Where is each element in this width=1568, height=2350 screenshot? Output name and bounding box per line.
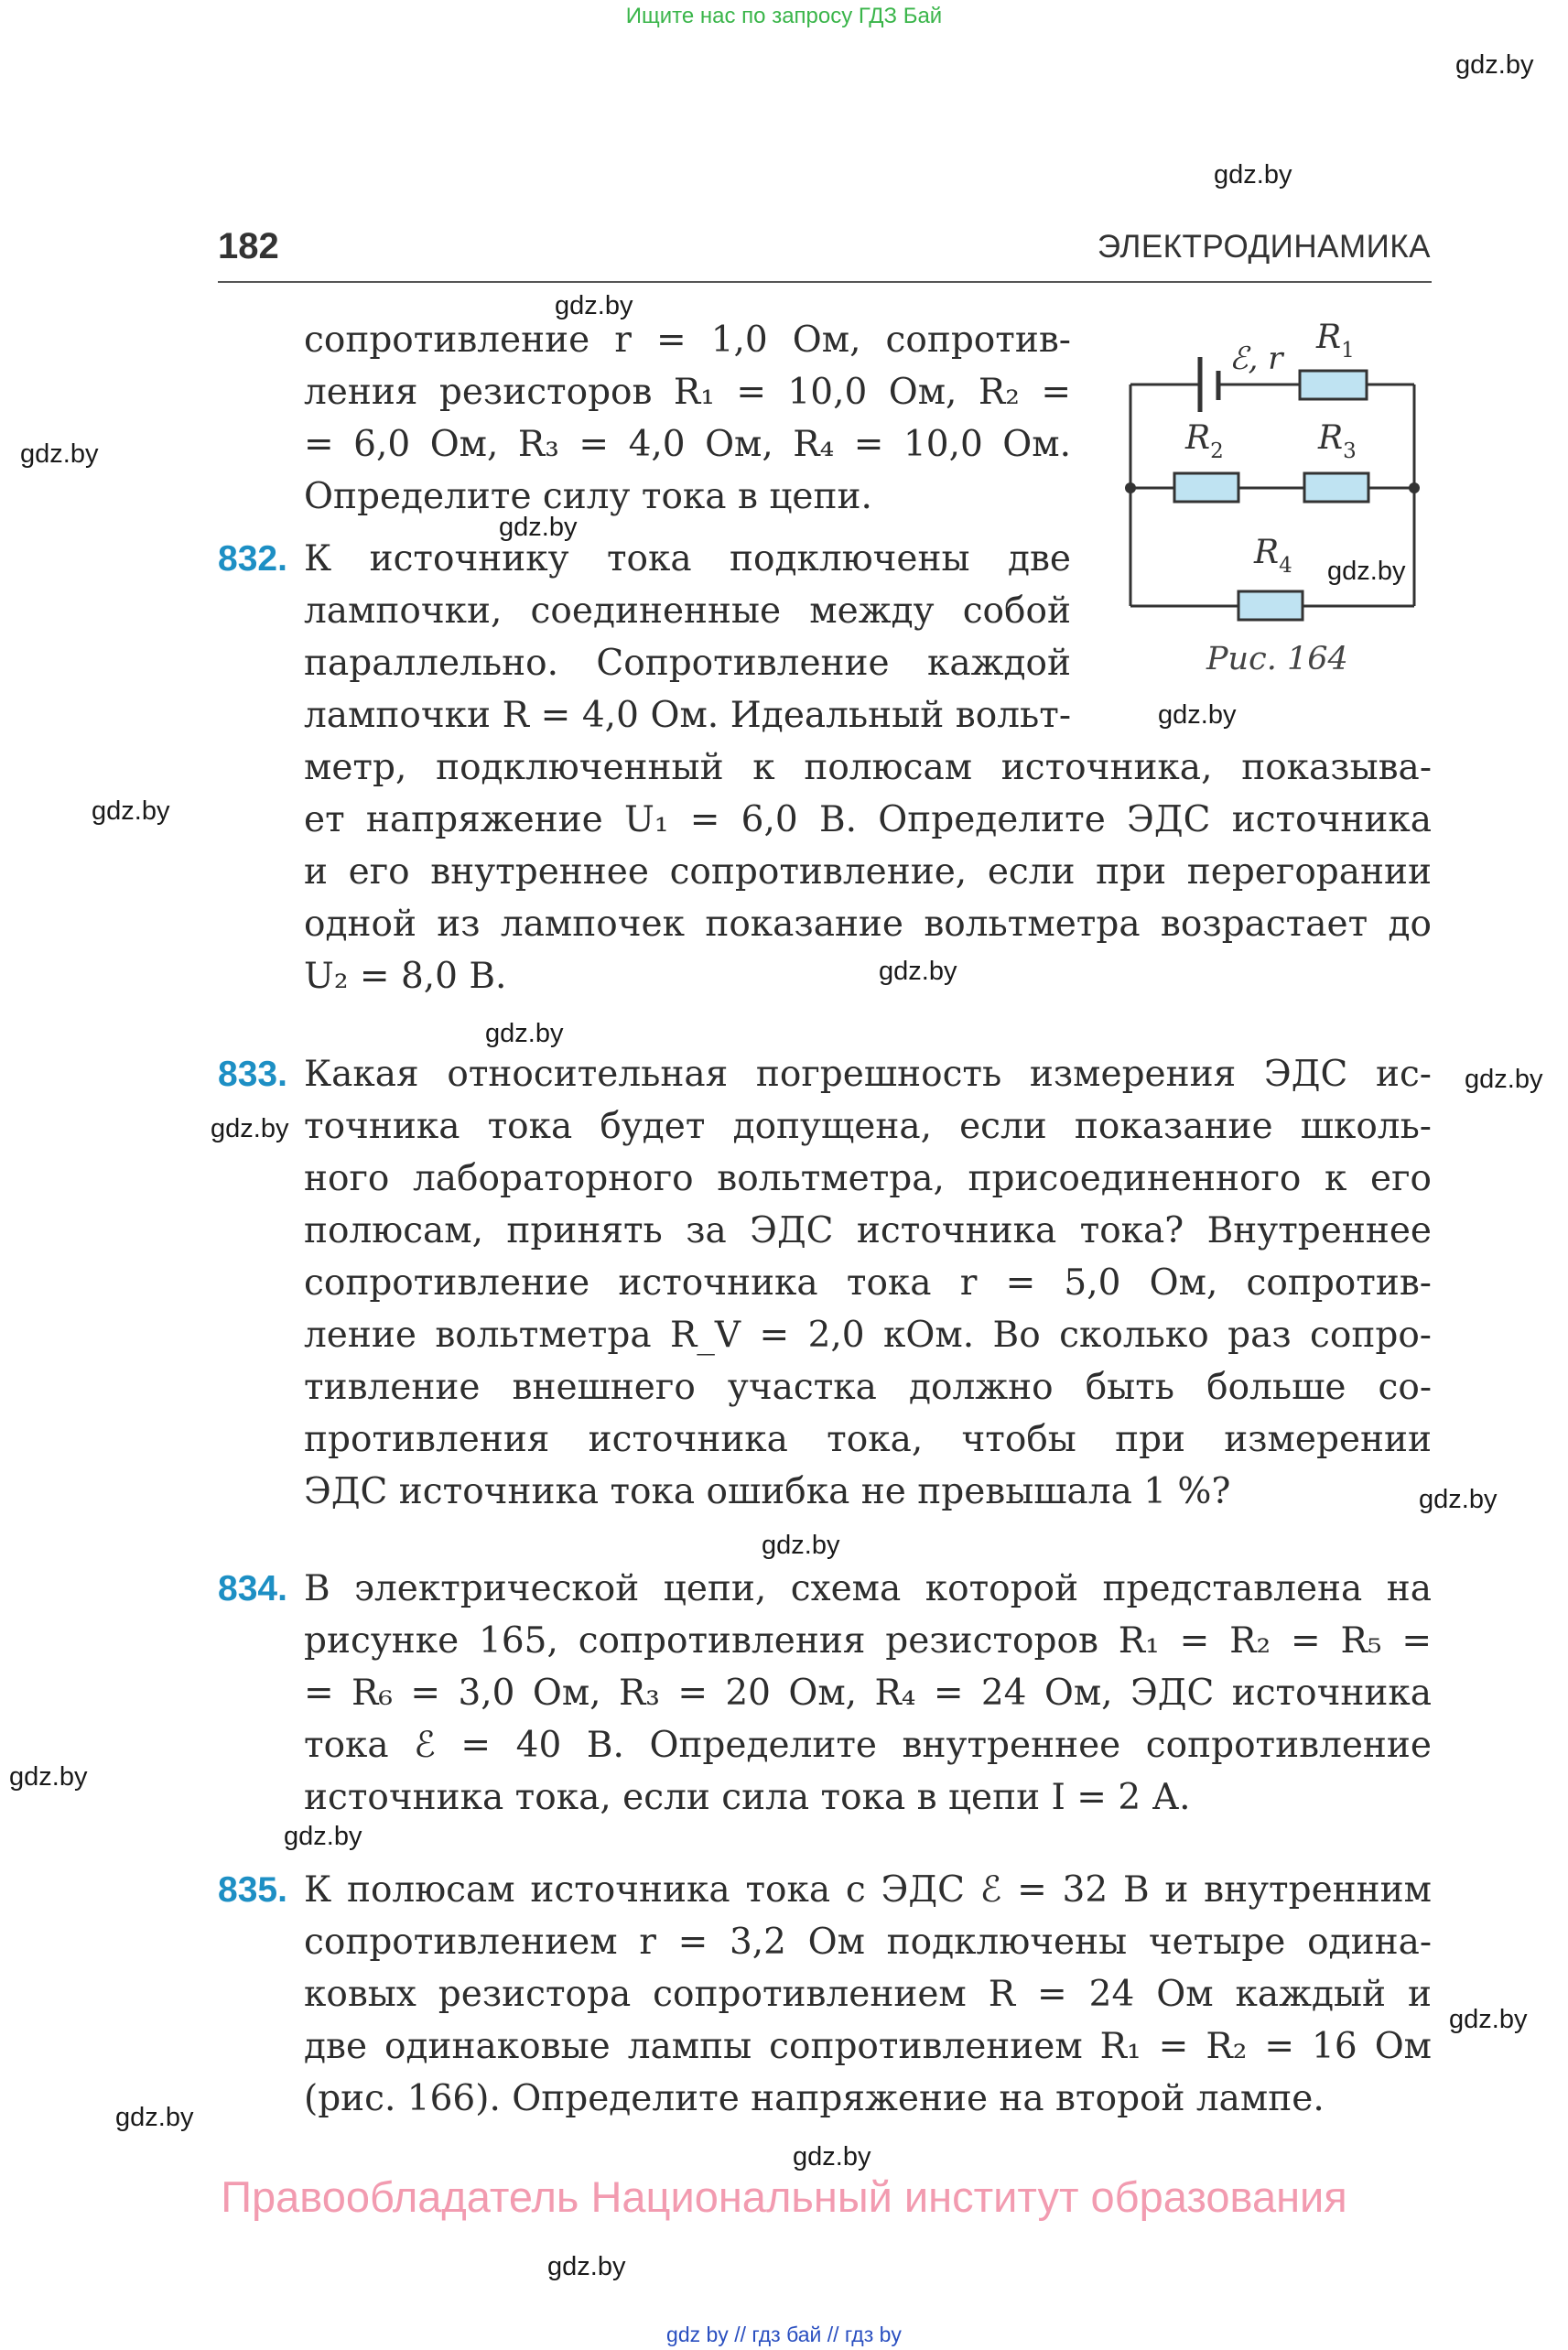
watermark: gdz.by	[211, 1114, 289, 1143]
resistor-r4	[1238, 591, 1303, 620]
text-line: сопротивление r = 1,0 Ом, сопротив-	[304, 319, 1071, 361]
text-line: сопротивление источника тока r = 5,0 Ом, сопротив-	[304, 1262, 1432, 1304]
watermark: gdz.by	[762, 1531, 840, 1560]
text-line: ковых резистора сопротивлением R = 24 Ом каждый и	[304, 1974, 1432, 2015]
text-line: = 6,0 Ом, R₃ = 4,0 Ом, R₄ = 10,0 Ом.	[304, 424, 1071, 465]
watermark: gdz.by	[485, 1019, 564, 1048]
text-line: ного лабораторного вольтметра, присоединенного к его	[304, 1158, 1432, 1199]
header-rule	[218, 281, 1432, 283]
text-line: точника тока будет допущена, если показание школь-	[304, 1106, 1432, 1147]
watermark: gdz.by	[92, 796, 170, 826]
text-line: сопротивлением r = 3,2 Ом подключены четыре одина-	[304, 1922, 1432, 1963]
text-line: ления резисторов R₁ = 10,0 Ом, R₂ =	[304, 372, 1071, 413]
text-line: и его внутреннее сопротивление, если при перегорании	[304, 851, 1432, 893]
text-line: Какая относительная погрешность измерения ЭДС ис-	[304, 1054, 1432, 1095]
resistor-r3	[1304, 473, 1368, 502]
r1-label: $R_1$	[1316, 319, 1355, 363]
problem-number: 833.	[218, 1055, 287, 1094]
text-line: одной из лампочек показание вольтметра возрастает до	[304, 904, 1432, 945]
watermark: gdz.by	[1158, 700, 1237, 730]
bottom-note: gdz by // гдз бай // гдз by	[666, 2323, 902, 2346]
text-line: К источнику тока подключены две	[304, 538, 1071, 579]
watermark: gdz.by	[547, 2252, 626, 2281]
text-line: полюсам, принять за ЭДС источника тока? Внутреннее	[304, 1210, 1432, 1251]
text-line: рисунке 165, сопротивления резисторов R₁ = R₂ = R₅ =	[304, 1620, 1432, 1662]
figure-caption: Рис. 164	[1206, 641, 1348, 677]
watermark: gdz.by	[1449, 2005, 1528, 2034]
text-line: Определите силу тока в цепи.	[304, 476, 872, 517]
section-title: ЭЛЕКТРОДИНАМИКА	[1097, 229, 1431, 265]
text-line: тока ℰ = 40 В. Определите внутреннее сопротивление	[304, 1725, 1432, 1766]
watermark: gdz.by	[284, 1822, 362, 1851]
watermark: gdz.by	[555, 291, 633, 320]
problem-number: 835.	[218, 1870, 287, 1910]
r4-label: $R_4$	[1254, 534, 1292, 578]
text-line: (рис. 166). Определите напряжение на второй лампе.	[304, 2078, 1325, 2119]
watermark: gdz.by	[1214, 160, 1292, 190]
text-line: ление вольтметра R_V = 2,0 кОм. Во сколько раз сопро-	[304, 1315, 1432, 1356]
watermark: gdz.by	[1419, 1485, 1498, 1514]
text-line: лампочки, соединенные между собой	[304, 590, 1071, 632]
junction-right	[1409, 482, 1420, 493]
text-line: две одинаковые лампы сопротивлением R₁ = R₂ = 16 Ом	[304, 2026, 1432, 2067]
resistor-r1	[1300, 371, 1367, 399]
watermark: gdz.by	[1455, 50, 1534, 80]
text-line: тивление внешнего участка должно быть больше со-	[304, 1367, 1432, 1408]
watermark: gdz.by	[9, 1762, 88, 1792]
watermark: gdz.by	[1465, 1065, 1543, 1094]
junction-left	[1125, 482, 1136, 493]
problem-number: 832.	[218, 539, 287, 579]
emf-label: ℰ, r	[1229, 341, 1283, 377]
r3-label: $R_3$	[1318, 419, 1357, 463]
watermark: gdz.by	[499, 513, 578, 542]
problem-number: 834.	[218, 1569, 287, 1608]
text-line: ЭДС источника тока ошибка не превышала 1 %?	[304, 1471, 1231, 1512]
copyright-footer: Правообладатель Национальный институт образования	[221, 2172, 1347, 2221]
text-line: метр, подключенный к полюсам источника, показыва-	[304, 747, 1432, 788]
r2-label: $R_2$	[1185, 419, 1224, 463]
circuit-diagram	[1121, 311, 1433, 623]
watermark: gdz.by	[1327, 557, 1406, 586]
watermark: gdz.by	[793, 2142, 871, 2171]
text-line: источника тока, если сила тока в цепи I = 2 А.	[304, 1777, 1191, 1818]
watermark: gdz.by	[115, 2103, 194, 2132]
watermark: gdz.by	[879, 957, 957, 986]
resistor-r2	[1174, 473, 1238, 502]
top-note: Ищите нас по запросу ГДЗ Бай	[625, 4, 943, 28]
text-line: U₂ = 8,0 В.	[304, 956, 507, 997]
text-line: параллельно. Сопротивление каждой	[304, 643, 1071, 684]
text-line: противления источника тока, чтобы при измерении	[304, 1419, 1432, 1460]
text-line: В электрической цепи, схема которой представлена на	[304, 1568, 1432, 1609]
text-line: К полюсам источника тока с ЭДС ℰ = 32 В и внутренним	[304, 1869, 1432, 1911]
text-line: лампочки R = 4,0 Ом. Идеальный вольт-	[304, 695, 1071, 736]
page-number: 182	[218, 226, 279, 266]
text-line: = R₆ = 3,0 Ом, R₃ = 20 Ом, R₄ = 24 Ом, ЭДС источника	[304, 1673, 1432, 1714]
watermark: gdz.by	[20, 439, 99, 469]
text-line: ет напряжение U₁ = 6,0 В. Определите ЭДС источника	[304, 799, 1432, 840]
